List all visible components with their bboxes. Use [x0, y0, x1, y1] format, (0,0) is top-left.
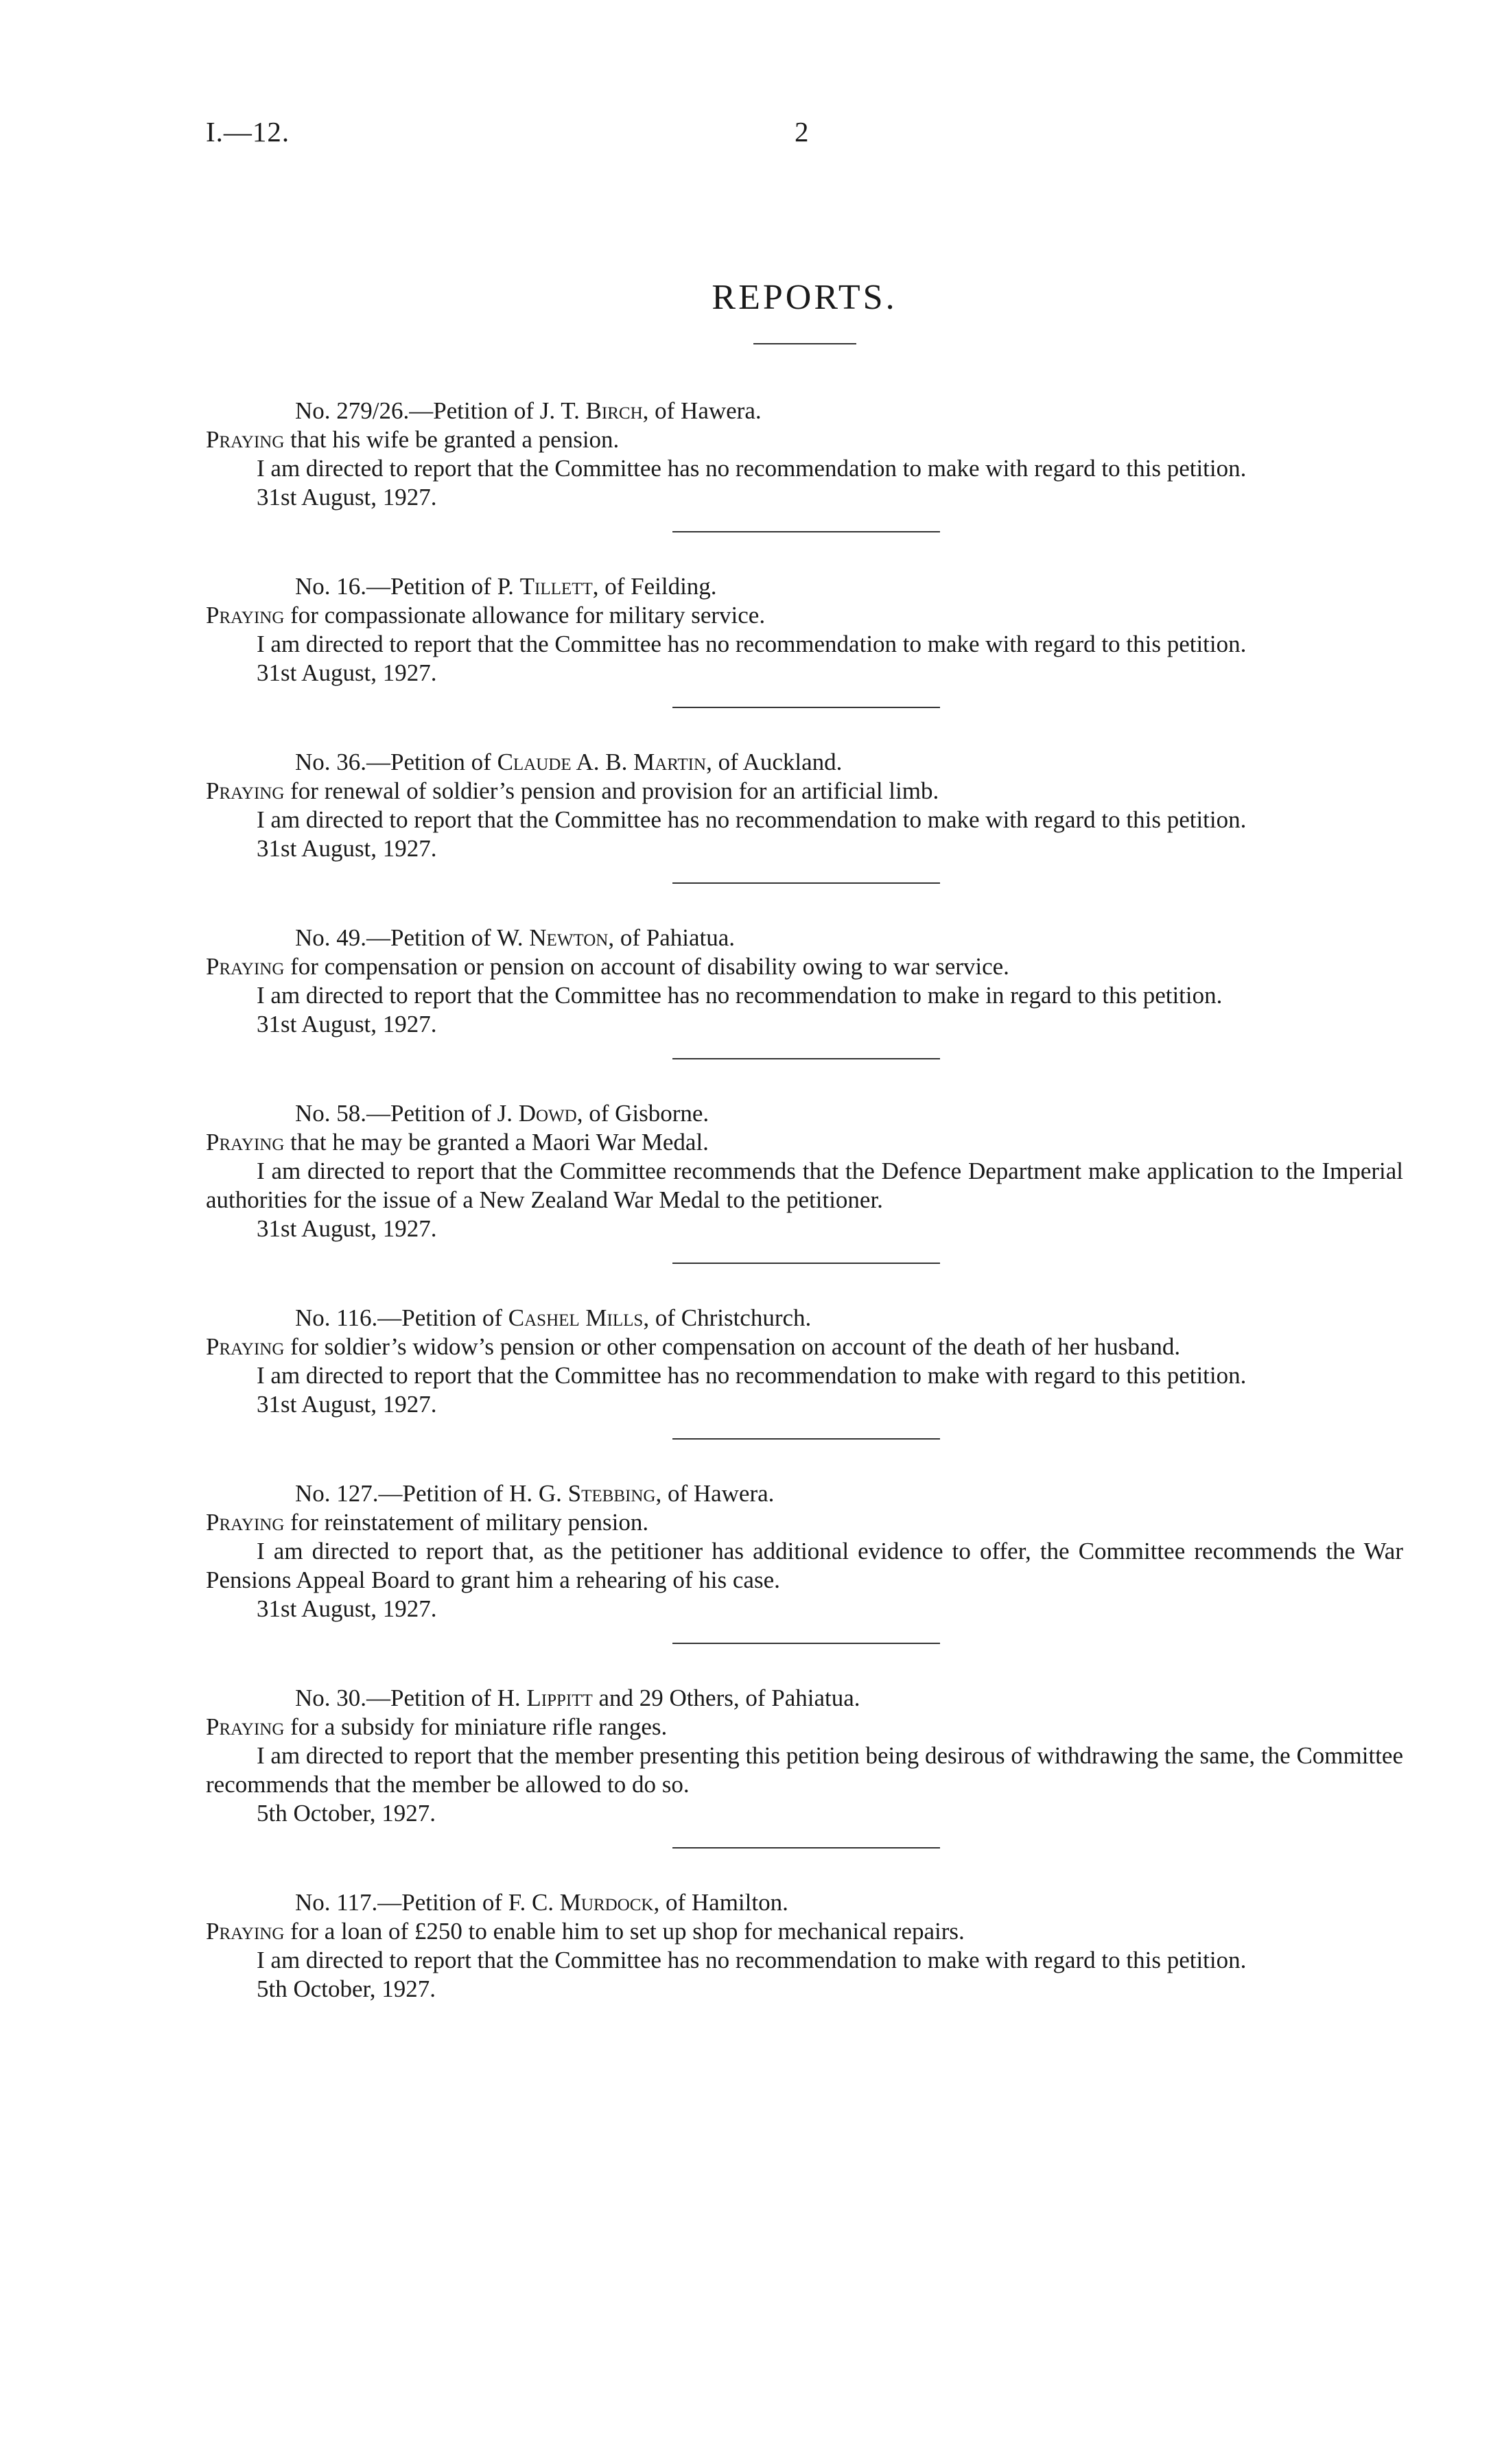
- reports-list: [206, 397, 1403, 2004]
- divider: [672, 882, 940, 884]
- report-date: 31st August, 1927.: [257, 835, 437, 862]
- section-title: REPORTS.: [712, 278, 897, 317]
- report-entry: [206, 1684, 1403, 1828]
- praying-line: Praying that his wife be granted a pension.: [206, 426, 620, 453]
- report-entry: [206, 924, 1403, 1039]
- praying-line: Praying that he may be granted a Maori War Medal.: [206, 1129, 709, 1155]
- document-reference: I.—12.: [206, 116, 290, 148]
- report-heading: No. 49.—Petition of W. Newton, of Pahiatua.: [295, 924, 736, 951]
- report-text: I am directed to report that the Committee has no recommendation to make with regard to this petition.: [257, 631, 1247, 657]
- report-entry: [206, 748, 1403, 863]
- report-heading: No. 117.—Petition of F. C. Murdock, of Hamilton.: [295, 1889, 788, 1916]
- petitioner-name: Murdock: [559, 1889, 654, 1916]
- report-entry: [206, 572, 1403, 688]
- report-entry: [206, 1099, 1403, 1243]
- report-heading: No. 58.—Petition of J. Dowd, of Gisborne.: [295, 1100, 709, 1127]
- divider: [672, 1263, 940, 1264]
- praying-line: Praying for renewal of soldier’s pension and provision for an artificial limb.: [206, 777, 939, 804]
- divider: [672, 1438, 940, 1440]
- report-date: 5th October, 1927.: [257, 1975, 436, 2002]
- page-header: [206, 115, 1407, 156]
- report-entry: [206, 1304, 1403, 1419]
- praying-line: Praying for a loan of £250 to enable him to set up shop for mechanical repairs.: [206, 1918, 965, 1945]
- report-date: 5th October, 1927.: [257, 1800, 436, 1827]
- report-date: 31st August, 1927.: [257, 1391, 437, 1418]
- report-entry: [206, 1888, 1403, 2004]
- report-heading: No. 36.—Petition of Claude A. B. Martin, of Auckland.: [295, 749, 843, 775]
- petitioner-name: Lippitt: [526, 1685, 593, 1711]
- report-heading: No. 127.—Petition of H. G. Stebbing, of Hawera.: [295, 1480, 775, 1507]
- report-text: I am directed to report that the Committee has no recommendation to make with regard to this petition.: [257, 1362, 1247, 1389]
- title-rule: [753, 343, 856, 344]
- divider: [672, 1643, 940, 1644]
- report-text: I am directed to report that the Committee recommends that the Defence Department make application to the Imperial authorities for the issue of a New Zealand War Medal to the petitioner.: [206, 1158, 1403, 1213]
- report-text: I am directed to report that, as the petitioner has additional evidence to offer, the Committee recommends the War Pensions Appeal Board to grant him a rehearing of his case.: [206, 1538, 1403, 1593]
- report-date: 31st August, 1927.: [257, 1595, 437, 1622]
- petitioner-name: Cashel Mills: [508, 1304, 644, 1331]
- report-heading: No. 30.—Petition of H. Lippitt and 29 Others, of Pahiatua.: [295, 1685, 860, 1711]
- praying-line: Praying for soldier’s widow’s pension or other compensation on account of the death of her husband.: [206, 1333, 1181, 1360]
- report-entry: [206, 397, 1403, 512]
- praying-line: Praying for compensation or pension on account of disability owing to war service.: [206, 953, 1009, 980]
- petitioner-name: Birch: [585, 397, 643, 424]
- report-date: 31st August, 1927.: [257, 484, 437, 511]
- report-text: I am directed to report that the member presenting this petition being desirous of withdrawing the same, the Committee recommends that the member be allowed to do so.: [206, 1742, 1403, 1798]
- petitioner-name: Dowd: [518, 1100, 577, 1127]
- report-text: I am directed to report that the Committee has no recommendation to make with regard to this petition.: [257, 455, 1247, 482]
- petitioner-name: Stebbing: [567, 1480, 656, 1507]
- page-number: 2: [795, 116, 809, 148]
- divider: [672, 1058, 940, 1059]
- petitioner-name: Claude A. B. Martin: [497, 749, 707, 775]
- report-text: I am directed to report that the Committee has no recommendation to make with regard to this petition.: [257, 806, 1247, 833]
- report-heading: No. 116.—Petition of Cashel Mills, of Christchurch.: [295, 1304, 812, 1331]
- petitioner-name: Tillett: [519, 573, 593, 600]
- divider: [672, 531, 940, 532]
- divider: [672, 707, 940, 708]
- report-date: 31st August, 1927.: [257, 1011, 437, 1037]
- praying-line: Praying for reinstatement of military pension.: [206, 1509, 649, 1536]
- praying-line: Praying for a subsidy for miniature rifle ranges.: [206, 1713, 668, 1740]
- petitioner-name: Newton: [529, 924, 609, 951]
- report-heading: No. 279/26.—Petition of J. T. Birch, of Hawera.: [295, 397, 762, 424]
- report-text: I am directed to report that the Committee has no recommendation to make with regard to this petition.: [257, 1947, 1247, 1973]
- report-entry: [206, 1479, 1403, 1623]
- report-date: 31st August, 1927.: [257, 659, 437, 686]
- report-text: I am directed to report that the Committee has no recommendation to make in regard to this petition.: [257, 982, 1223, 1009]
- divider: [672, 1847, 940, 1849]
- report-date: 31st August, 1927.: [257, 1215, 437, 1242]
- report-heading: No. 16.—Petition of P. Tillett, of Feilding.: [295, 573, 717, 600]
- praying-line: Praying for compassionate allowance for military service.: [206, 602, 766, 629]
